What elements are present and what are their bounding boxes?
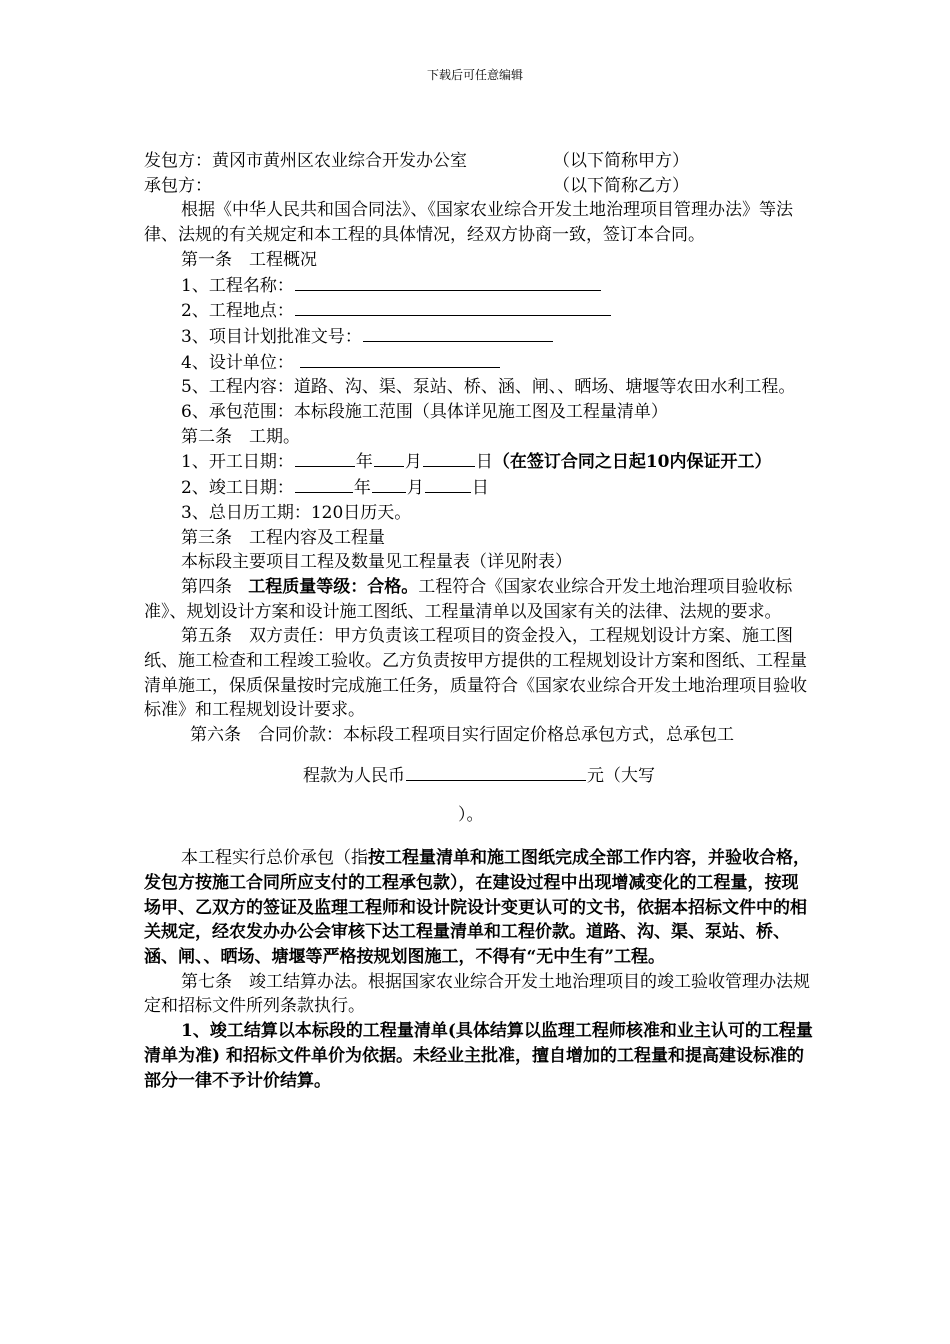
employer-name: 黄冈市黄州区农业综合开发办公室 [212, 151, 467, 171]
contractor-line [144, 174, 814, 199]
end-month-label: 月 [406, 478, 424, 499]
start-month-blank[interactable] [374, 449, 404, 467]
end-year-blank[interactable] [295, 475, 353, 493]
start-date-note: （在签订合同之日起10内保证开工） [492, 452, 772, 473]
header-note: 下载后可任意编辑 [426, 68, 523, 82]
article4-body: 工程符合《国家农业综合开发土地治理项目验收标准》、规划设计方案和设计施工图纸、工程量清单以及国家有关的法律、法规的要求。 [144, 576, 793, 622]
article5: 第五条 双方责任：甲方负责该工程项目的资金投入，工程规划设计方案、施工图纸、施工检查和工程竣工验收。乙方负责按甲方提供的工程规划设计方案和图纸、工程量清单施工，保质保量按时完成施工任务，质量符合《国家农业综合开发土地治理项目验收标准》和工程规划设计要求。 [144, 626, 807, 721]
price-line [144, 763, 814, 789]
start-day-blank[interactable] [423, 449, 475, 467]
contract-body [144, 149, 814, 1093]
end-year-label: 年 [353, 478, 371, 499]
total-duration: 3、总日历工期：120日历天。 [181, 502, 412, 523]
employer-label: 发包方： [144, 151, 212, 171]
contract-scope: 6、承包范围：本标段施工范围（具体详见施工图及工程量清单） [181, 402, 668, 423]
price-capital-close: ）。 [458, 804, 484, 825]
end-date-label: 2、竣工日期： [181, 478, 294, 499]
start-date-label: 1、开工日期： [181, 452, 294, 473]
project-location-blank[interactable] [295, 298, 611, 316]
settlement-item1: 1、竣工结算以本标段的工程量清单(具体结算以监理工程师核准和业主认可的工程量清单为准) 和招标文件单价为依据。未经业主批准，擅自增加的工程量和提高建设标准的部分一律不予计价结算。 [144, 1021, 813, 1091]
article6-line1 [144, 723, 814, 748]
end-month-blank[interactable] [372, 475, 406, 493]
article4 [144, 575, 814, 624]
project-content: 5、工程内容：道路、沟、渠、泵站、桥、涵、闸、、晒场、塘堰等农田水利工程。 [181, 377, 796, 398]
end-day-blank[interactable] [425, 475, 471, 493]
article1-title: 第一条 工程概况 [181, 249, 317, 270]
start-year-label: 年 [355, 452, 373, 473]
end-day-label: 日 [471, 478, 489, 499]
design-unit-label: 4、设计单位： [181, 352, 294, 373]
price-label: 程款为人民币 [303, 765, 405, 786]
price-amount-blank[interactable] [406, 763, 586, 781]
project-location-label: 2、工程地点： [181, 301, 294, 322]
end-date-line [144, 475, 814, 501]
design-unit-line [144, 350, 814, 376]
lump-sum-clause [144, 846, 814, 970]
employer-alias: （以下简称甲方） [553, 151, 689, 171]
employer-line [144, 149, 814, 174]
price-capital-label: 元（大写 [587, 765, 655, 786]
design-unit-blank[interactable] [300, 350, 500, 368]
approval-number-blank[interactable] [363, 324, 553, 342]
lump-sum-terms: 按工程量清单和施工图纸完成全部工作内容，并验收合格，发包方按施工合同所应支付的工程承包款），在建设过程中出现增减变化的工程量，按现场甲、乙双方的签证及监理工程师和设计院设计变更认可的文书，依据本招标文件中的相关规定，经农发办办公会审核下达工程量清单和工程价款。道路、沟、渠、泵站、桥、涵、闸、、晒场、塘堰等严格按规划图施工，不得有“无中生有”工程。 [144, 848, 810, 968]
article2-title: 第二条 工期。 [181, 426, 300, 447]
article3-title: 第三条 工程内容及工程量 [181, 527, 385, 548]
article6-intro: 第六条 合同价款：本标段工程项目实行固定价格总承包方式，总承包工 [190, 725, 734, 746]
project-name-line [144, 273, 814, 299]
quality-grade: 工程质量等级：合格。 [248, 576, 419, 597]
article4-title: 第四条 [181, 576, 232, 597]
start-day-label: 日 [475, 452, 493, 473]
lump-sum-intro: 本工程实行总价承包（指 [181, 848, 368, 869]
project-name-label: 1、工程名称： [181, 275, 294, 296]
start-month-label: 月 [404, 452, 422, 473]
project-name-blank[interactable] [295, 273, 601, 291]
article7: 第七条 竣工结算办法。根据国家农业综合开发土地治理项目的竣工验收管理办法规定和招标文件所列条款执行。 [144, 971, 810, 1017]
start-date-line [144, 449, 814, 475]
approval-number-line [144, 324, 814, 350]
project-location-line [144, 298, 814, 324]
start-year-blank[interactable] [295, 449, 355, 467]
contractor-alias: （以下简称乙方） [553, 175, 689, 196]
article3-body: 本标段主要项目工程及数量见工程量表（详见附表） [181, 552, 572, 573]
preamble: 根据《中华人民共和国合同法》、《国家农业综合开发土地治理项目管理办法》等法律、法规的有关规定和本工程的具体情况，经双方协商一致，签订本合同。 [144, 200, 793, 246]
approval-number-label: 3、项目计划批准文号： [181, 326, 362, 347]
contractor-label: 承包方： [144, 175, 212, 196]
